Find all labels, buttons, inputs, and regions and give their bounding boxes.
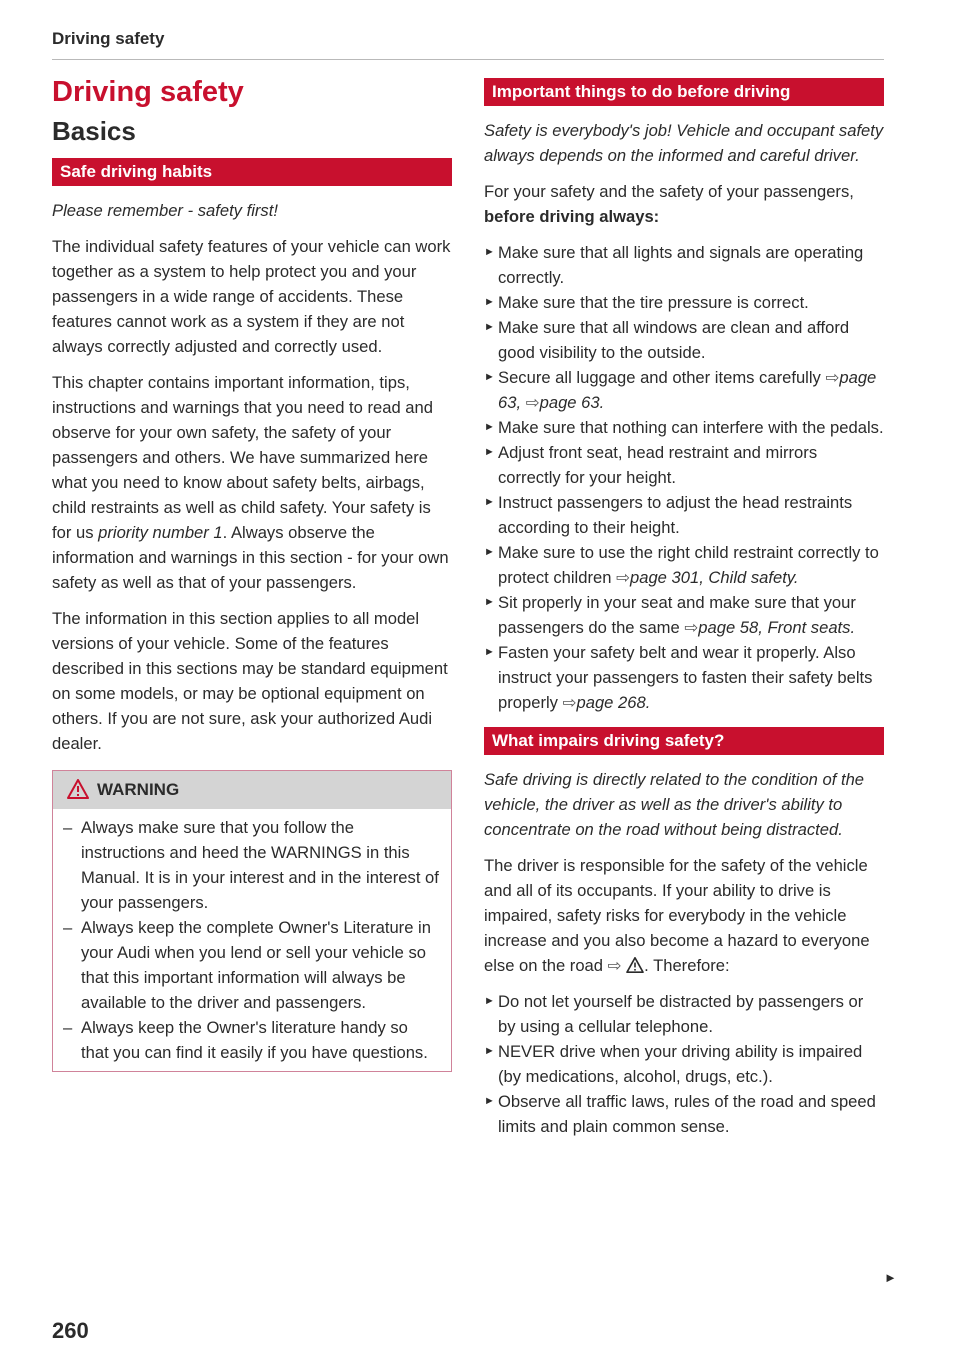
bullet-icon: ►: [484, 646, 495, 658]
list-item-text: Sit properly in your seat and make sure that your passengers do the same: [498, 593, 856, 637]
bullet-icon: ►: [484, 995, 495, 1007]
paragraph: [484, 853, 884, 978]
bullet-icon: ►: [484, 596, 495, 608]
subsection-bar-what-impairs: What impairs driving safety?: [484, 727, 884, 755]
bullet-icon: ►: [484, 446, 495, 458]
warning-item-text: Always keep the complete Owner's Literature in your Audi when you lend or sell your vehicle so that this important information will always be available to the driver and passengers.: [81, 918, 431, 1012]
bullet-icon: ►: [484, 1045, 495, 1057]
list-item-text: Fasten your safety belt and wear it properly. Also instruct your passengers to fasten their safety belts properly: [498, 643, 873, 712]
bullet-icon: ►: [484, 421, 495, 433]
bold-text: before driving always:: [484, 207, 660, 226]
warning-triangle-icon[interactable]: [626, 957, 644, 973]
page-reference-link[interactable]: [684, 618, 855, 637]
intro-text: Safe driving is directly related to the condition of the vehicle, the driver as well as the driver's ability to concentrate on the road without being distracted.: [484, 770, 865, 839]
warning-item-text: Always keep the Owner's literature handy so that you can find it easily if you have questions.: [81, 1018, 428, 1062]
list-item: [484, 315, 884, 365]
list-item: [484, 989, 884, 1039]
arrow-right-icon: ⇨: [525, 393, 540, 412]
warning-item: [63, 815, 439, 915]
checklist-impairments: [484, 989, 884, 1139]
dash-marker: –: [63, 918, 73, 937]
dash-marker: –: [63, 1018, 73, 1037]
bullet-icon: ►: [484, 321, 495, 333]
list-item: [484, 640, 884, 715]
arrow-right-icon: ⇨: [616, 568, 630, 587]
list-item: [484, 540, 884, 590]
list-item-text: Instruct passengers to adjust the head restraints according to their height.: [498, 493, 853, 537]
warning-triangle-icon: [67, 779, 89, 799]
list-item: [484, 440, 884, 490]
arrow-right-icon: ⇨: [607, 956, 622, 975]
arrow-right-icon: ⇨: [562, 693, 577, 712]
page-reference-text: page 58, Front seats.: [698, 618, 856, 637]
list-item-text: Make sure to use the right child restraint correctly to protect children: [498, 543, 879, 587]
paragraph-text: . Therefore:: [644, 956, 730, 975]
list-item: [484, 365, 884, 415]
list-item: [484, 490, 884, 540]
warning-item: [63, 915, 439, 1015]
paragraph: [484, 179, 884, 229]
section-title: Basics: [52, 116, 136, 146]
page-reference-text: page 268.: [576, 693, 651, 712]
arrow-right-icon: ⇨: [684, 618, 699, 637]
bullet-icon: ►: [484, 546, 495, 558]
list-item-text: Make sure that nothing can interfere with the pedals.: [498, 418, 884, 437]
list-item-text: Do not let yourself be distracted by passengers or by using a cellular telephone.: [498, 992, 864, 1036]
running-header: Driving safety: [52, 26, 884, 60]
paragraph-text: This chapter contains important information, tips, instructions and warnings that you need to read and observe for your own safety, the safety of your passengers and others. We have summarized here what you need to know about safety belts, airbags, child restraints as well as child safety. Your safety is for us: [52, 373, 433, 542]
list-item-text: Adjust front seat, head restraint and mirrors correctly for your height.: [498, 443, 818, 487]
page-number: 260: [52, 1318, 89, 1343]
dash-marker: –: [63, 818, 73, 837]
warning-title: WARNING: [97, 780, 180, 799]
warning-item: [63, 1015, 439, 1065]
warning-body: [53, 809, 451, 1065]
list-item: [484, 1039, 884, 1089]
bullet-icon: ►: [484, 296, 495, 308]
warning-box: [52, 770, 452, 1072]
list-item: [484, 290, 884, 315]
arrow-right-icon: ⇨: [825, 368, 840, 387]
list-item: [484, 415, 884, 440]
paragraph: The individual safety features of your vehicle can work together as a system to help protect you and your passengers in a wide range of accidents. These features cannot work as a system if they are not always correctly adjusted and correctly used.: [52, 237, 451, 356]
paragraph: [52, 370, 452, 595]
warning-header: [53, 771, 451, 809]
list-item-text: Secure all luggage and other items carefully: [498, 368, 821, 387]
page-reference-link[interactable]: [616, 568, 798, 587]
paragraph-text: . Always observe the information and warnings in this section - for your own safety as well as that of your passengers.: [52, 523, 449, 592]
bullet-icon: ►: [484, 496, 495, 508]
page-reference-text: page 301, Child safety.: [629, 568, 799, 587]
list-item-text: Make sure that all windows are clean and afford good visibility to the outside.: [498, 318, 850, 362]
right-column: [484, 74, 884, 1151]
continue-arrow-icon: ►: [884, 1270, 897, 1285]
paragraph-text: For your safety and the safety of your passengers,: [484, 182, 854, 201]
list-item-text: NEVER drive when your driving ability is impaired (by medications, alcohol, drugs, etc.).: [498, 1042, 863, 1086]
list-item: [484, 240, 884, 290]
checklist-before-driving: [484, 240, 884, 715]
page-reference-text: page 63.: [539, 393, 605, 412]
list-item: [484, 1089, 884, 1139]
list-item: [484, 590, 884, 640]
bullet-icon: ►: [484, 1095, 495, 1107]
page-reference-link[interactable]: [526, 393, 605, 412]
bullet-icon: ►: [484, 371, 495, 383]
chapter-title: Driving safety: [52, 76, 244, 108]
bullet-icon: ►: [484, 246, 495, 258]
page-reference-text: page 63,: [498, 368, 877, 412]
list-item-text: Make sure that all lights and signals are operating correctly.: [498, 243, 864, 287]
left-column: [52, 74, 452, 1072]
subsection-bar-before-driving: Important things to do before driving: [484, 78, 884, 106]
intro-text: Please remember - safety first!: [52, 201, 278, 220]
subsection-bar-safe-driving-habits: Safe driving habits: [52, 158, 452, 186]
paragraph-text: The driver is responsible for the safety of the vehicle and all of its occupants. If your ability to drive is impaired, safety risks for everybody in the vehicle increase and you also become a hazard to everyone else on the road: [484, 856, 870, 975]
intro-text: Safety is everybody's job! Vehicle and occupant safety always depends on the informed and careful driver.: [484, 121, 884, 165]
warning-item-text: Always make sure that you follow the instructions and heed the WARNINGS in this Manual. It is in your interest and in the interest of your passengers.: [81, 818, 439, 912]
page-reference-link[interactable]: [563, 693, 651, 712]
emphasis-text: priority number 1: [98, 523, 223, 542]
paragraph: The information in this section applies to all model versions of your vehicle. Some of the features described in this sections may be standard equipment on some models, or may be optional equipment on others. If you are not sure, ask your authorized Audi dealer.: [52, 609, 448, 753]
list-item-text: Make sure that the tire pressure is correct.: [498, 293, 809, 312]
list-item-text: Observe all traffic laws, rules of the road and speed limits and plain common sense.: [498, 1092, 876, 1136]
